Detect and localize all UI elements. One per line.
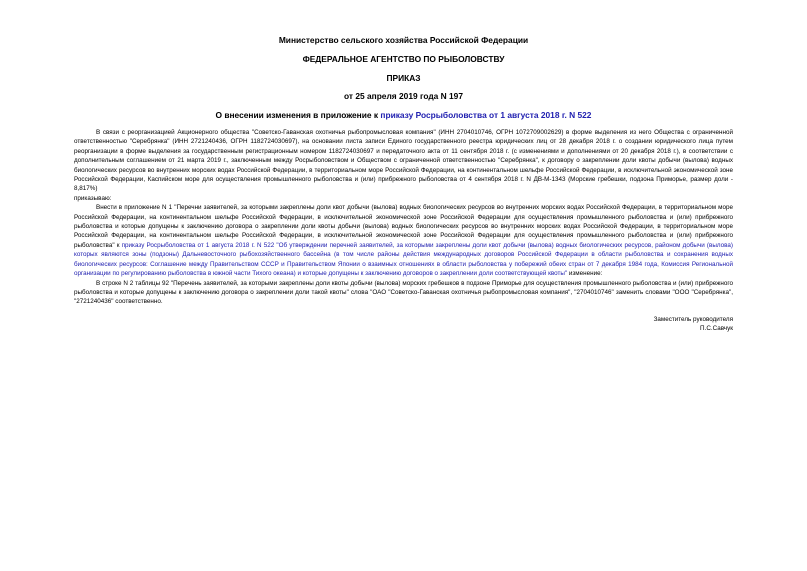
title-prefix: О внесении изменения в приложение к [215,110,381,120]
paragraph-preamble: В связи с реорганизацией Акционерного общества "Советско-Гаванская охотничья рыбопромысловая компания" (ИНН 2704010746, ОГРН 1072709002629) в форме выделения из него Общества с ограниченной ответственностью "Серебрянка" (ИНН 2721240436, ОГРН 1182724030697), на основании листа записи Единого государственного реестра юридических лиц от 28 декабря 2018 г. о создании юридического лица путем реорганизации в форме выделения за государственным регистрационным номером 1182724030697 и передаточного акта от 11 сентября 2018 г. (с изменениями и дополнениями от 20 декабря 2018 г.), в соответствии с дополнительным соглашением от 21 марта 2019 г., заключенным между Росрыболовством и Обществом с ограниченной ответственностью "Серебрянка", к договору о закреплении доли квоты добычи (вылова) водных биологических ресурсов во внутренних морских водах Российской Федерации, в территориальном море Российской Федерации, на континентальном шельфе Российской Федерации, в исключительной экономической зоне Российской Федерации, Каспийском море для осуществления промышленного рыболовства и (или) прибрежного рыболовства от 4 сентября 2018 г. N ДВ-М-1343 (Морские гребешки, подзона Приморье, размер доли - 8,817%) [74,129,733,193]
paragraph-row-change: В строке N 2 таблицы 92 "Перечень заявителей, за которыми закреплены доли квоты добычи (вылова) морских гребешков в подзоне Приморье для осуществления промышленного рыболовства и (или) прибрежного рыболовства и которые допущены к заключению договора о закреплении доли такой квоты" слова "ОАО "Советско-Гаванская охотничья рыбопромысловая компания", "2704010746" заменить словами "ООО "Серебрянка", "2721240436" соответственно. [74,279,733,306]
amendment-text-part1: Внести в приложение N 1 "Перечни заявителей, за которыми закреплены доли квот добычи (вылова) водных биологических ресурсов во внутренних морских водах Российской Федерации, в территориальном море Российской Федерации, на континентальном шельфе Российской Федерации, в исключительной экономической зоне Российской Федерации для осуществления промышленного рыболовства и (или) прибрежного рыболовства и которые допущены к заключению договора о закреплении доли квоты добычи (вылова) водных биологических ресурсов во внутренних морских водах Российской Федерации, в территориальном море Российской Федерации, на континентальном шельфе Российской Федерации, в исключительной экономической зоне Российской Федерации для осуществления промышленного рыболовства и (или) прибрежного рыболовства" к [74,204,733,249]
document-body [74,128,733,307]
date-number-heading: от 25 апреля 2019 года N 197 [344,91,463,101]
signature-block [74,315,733,334]
agency-heading: ФЕДЕРАЛЬНОЕ АГЕНТСТВО ПО РЫБОЛОВСТВУ [302,54,505,64]
paragraph-order-word: приказываю: [74,194,112,202]
ministry-heading: Министерство сельского хозяйства Российской Федерации [278,35,529,45]
signatory-position: Заместитель руководителя [653,315,733,323]
doc-type-heading: ПРИКАЗ [386,73,421,83]
order-522-link[interactable]: приказу Росрыболовства от 1 августа 2018 г. N 522 [380,110,592,120]
amendment-text-part2: изменение: [567,270,603,278]
order-522-full-link[interactable]: приказу Росрыболовства от 1 августа 2018 г. N 522 "Об утверждении перечней заявителей, за которыми закреплены доли квот добычи (вылова) водных биологических ресурсов, районом добычи (вылова) которых являются зоны (подзоны) Дальневосточного рыбохозяйственного бассейна (в том числе районы действия международных договоров Российской Федерации в области рыболовства и сохранения водных биологических ресурсов: Соглашение между Правительством СССР и Правительством Японии о взаимных отношениях в области рыболовства у побережий обеих стран от 7 декабря 1984 года, Комиссия Региональной организации по регулированию рыболовства в южной части Тихого океана) и которые допущены к заключению договоров о закреплении доли соответствующей квоты" [74,241,733,278]
document-title [74,110,733,120]
signatory-name: П.С.Савчук [700,325,733,333]
paragraph-amendment [74,203,733,278]
